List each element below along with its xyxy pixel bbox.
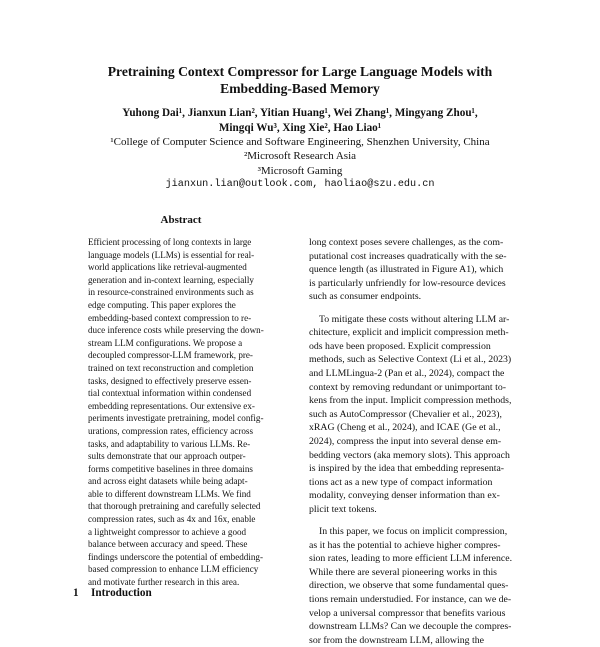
abstract-line: tial contextual information within condensed [88, 388, 252, 399]
abstract-line: tasks, designed to effectively preserve essen- [88, 375, 252, 386]
abstract-line: generation and in-context learning, especially [88, 274, 254, 285]
paragraph-line: is inspired by the idea that embedding representa- [309, 463, 505, 475]
abstract-heading: Abstract [160, 214, 202, 226]
paragraph-line: chitecture, explicit and implicit compression meth- [309, 327, 509, 339]
author-list [50, 106, 550, 136]
paragraph-line: context by removing redundant or unimportant to- [309, 381, 506, 393]
paragraph-line: long context poses severe challenges, as the com- [309, 237, 504, 248]
abstract-body [88, 236, 284, 589]
abstract-line: and motivate further research in this area. [88, 577, 240, 588]
paragraph-line: 2024), compress the input into several dense em- [309, 435, 502, 447]
abstract-line: able to different downstream LLMs. We find [88, 488, 251, 499]
paragraph-line: and LLMLingua-2 (Pan et al., 2024), compact the [309, 367, 505, 379]
title-line-1: Pretraining Context Compressor for Large Language Models with [107, 64, 493, 79]
abstract-line: a lightweight compressor to achieve a good [88, 526, 247, 537]
paragraph [309, 525, 534, 647]
abstract-line: world applications like retrieval-augmented [88, 262, 247, 273]
abstract-line: balance between accuracy and speed. These [88, 539, 248, 550]
right-column-text [309, 236, 534, 647]
abstract-line: edge computing. This paper explores the [88, 299, 236, 310]
abstract-line: tasks, and adaptability to various LLMs. Re- [88, 438, 251, 449]
abstract-line: trained on text reconstruction and completion [88, 362, 254, 373]
abstract-line: findings underscore the potential of embedding- [88, 551, 264, 562]
paragraph-line: In this paper, we focus on implicit compression, [319, 526, 508, 538]
paragraph-gap [309, 516, 534, 525]
affiliation-1: ¹College of Computer Science and Software Engineering, Shenzhen University, China [110, 136, 490, 148]
paragraph-line: putational cost increases quadratically with the se- [309, 250, 507, 262]
paragraph-line: While there are several pioneering works in this [309, 566, 497, 578]
author-line-1: Yuhong Dai¹, Jianxun Lian², Yitian Huang¹, Wei Zhang¹, Mingyang Zhou¹, [122, 107, 478, 119]
paragraph-line: sor from the downstream LLM, allowing the [309, 634, 484, 646]
paragraph-line: tions act as a new type of compact information [309, 476, 493, 488]
section-title: Introduction [91, 587, 152, 599]
paragraph [309, 236, 534, 304]
abstract-line: and across eight datasets while being adapt- [88, 476, 248, 487]
contact-emails: jianxun.lian@outlook.com, haoliao@szu.edu.cn [165, 179, 435, 190]
paragraph-line: sion rates, leading to more efficient LLM inference. [309, 553, 513, 565]
paragraph-line: methods, such as Selective Context (Li et al., 2023) [309, 354, 512, 366]
paragraph-gap [309, 304, 534, 313]
paragraph-line: To mitigate these costs without altering LLM ar- [319, 313, 510, 325]
section-heading [73, 586, 152, 600]
paragraph-line: as it has the potential to achieve higher compres- [309, 539, 501, 551]
affiliation-2: ²Microsoft Research Asia [243, 150, 357, 163]
abstract-line: compression rates, such as 4x and 16x, enable [88, 514, 256, 525]
paragraph-line: plicit text tokens. [309, 503, 377, 515]
title-line-2: Embedding-Based Memory [220, 81, 380, 96]
paragraph-line: xRAG (Cheng et al., 2024), and ICAE (Ge et al., [309, 422, 501, 434]
abstract-line: Efficient processing of long contexts in large [88, 237, 252, 247]
abstract-line: that thorough pretraining and carefully selected [88, 501, 261, 512]
paragraph-line: such as AutoCompressor (Chevalier et al., 2023), [309, 408, 502, 420]
abstract-line: periments investigate pretraining, model config- [88, 413, 264, 424]
paragraph-line: is particularly unfriendly for low-resource devices [309, 277, 506, 289]
abstract-line: stream LLM configurations. We propose a [88, 337, 243, 348]
paragraph-line: quence length (as illustrated in Figure A1), which [309, 264, 504, 276]
abstract-line: embedding-based context compression to re- [88, 312, 252, 323]
abstract-line: decoupled compressor-LLM framework, pre- [88, 350, 253, 361]
abstract-line: urations, compression rates, efficiency across [88, 425, 253, 436]
abstract-line: based compression to enhance LLM efficiency [88, 564, 259, 575]
abstract-line: embedding representations. Our extensive ex- [88, 400, 255, 411]
paragraph-line: downstream LLMs? Can we decouple the compres- [309, 621, 512, 633]
paper-title [60, 63, 540, 97]
paragraph-line: modality, conveying denser information than ex- [309, 490, 500, 502]
abstract-line: language models (LLMs) is essential for real- [88, 249, 255, 260]
paragraph-line: such as consumer endpoints. [309, 291, 422, 303]
abstract-line: forms competitive baselines in three domains [88, 463, 253, 474]
paragraph-line: direction, we observe that some fundamental ques- [309, 580, 509, 592]
paragraph-line: bedding vectors (aka memory slots). This approach [309, 449, 510, 461]
paragraph-line: velop a universal compressor that benefits various [309, 607, 506, 619]
section-number: 1 [73, 587, 79, 599]
affiliation-3: ³Microsoft Gaming [257, 164, 343, 177]
paragraph-line: ods have been proposed. Explicit compression [309, 340, 491, 352]
abstract-line: sults demonstrate that our approach outper- [88, 451, 246, 462]
paragraph-line: kens from the input. Implicit compression methods, [309, 395, 512, 407]
affiliations [40, 135, 560, 178]
paragraph-line: tions remain understudied. For instance, can we de- [309, 594, 512, 606]
abstract-line: in resource-constrained environments such as [88, 287, 254, 298]
author-line-2: Mingqi Wu³, Xing Xie², Hao Liao¹ [218, 122, 382, 134]
paragraph [309, 313, 534, 517]
abstract-line: duce inference costs while preserving the down- [88, 325, 264, 336]
